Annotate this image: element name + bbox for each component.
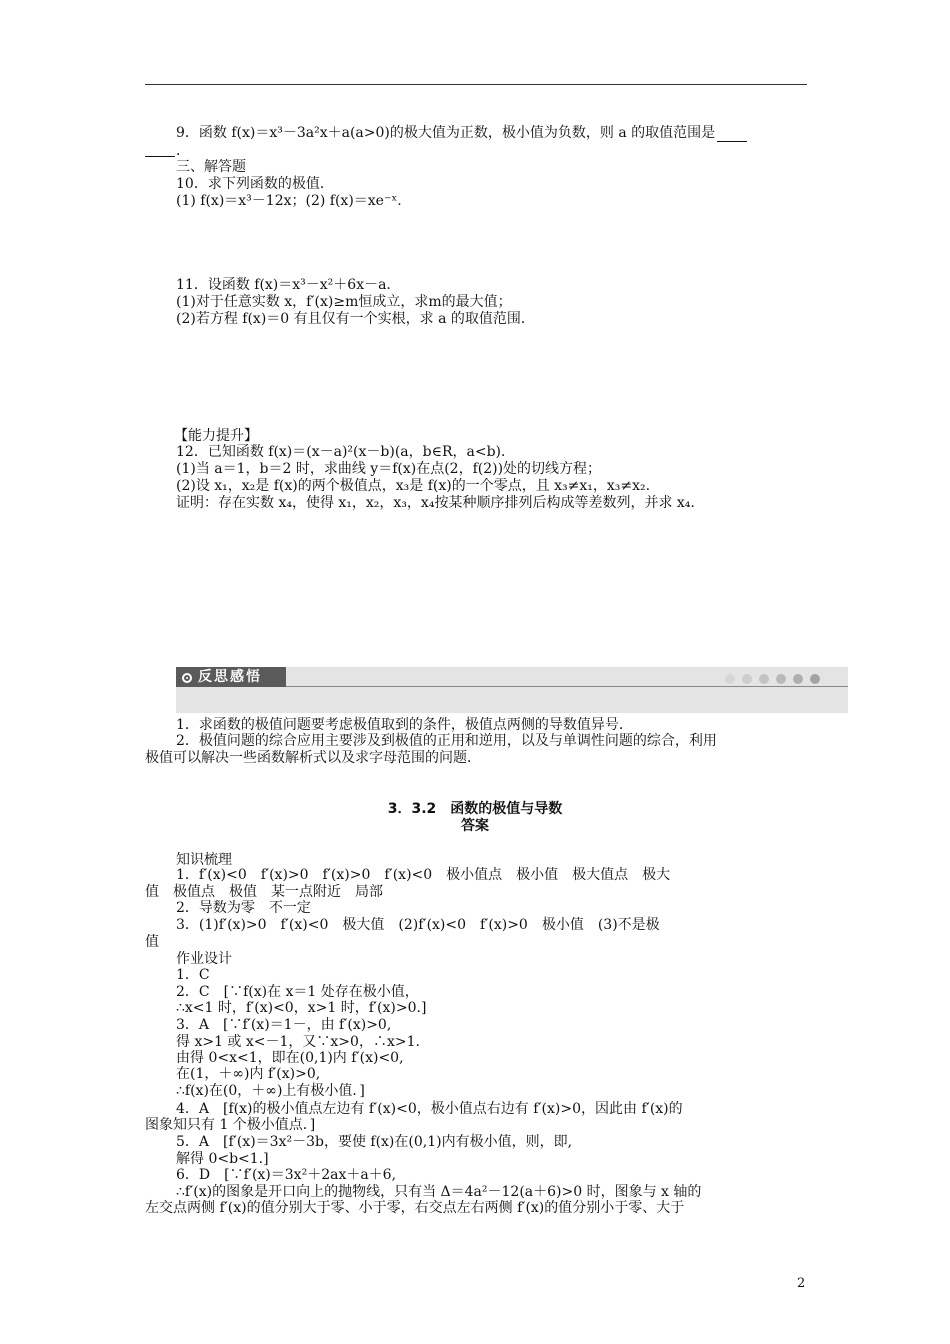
answer-3-line3: 由得 0<x<1，即在(0,1)内 f′(x)<0,	[176, 1050, 404, 1066]
answer-section-title: 3．3.2 函数的极值与导数	[387, 801, 563, 817]
knowledge-2: 2．导数为零 不一定	[176, 900, 311, 916]
answer-6-line3: 左交点两侧 f′(x)的值分别大于零、小于零，右交点左右两侧 f′(x)的值分别小于零、大于	[145, 1200, 685, 1216]
answer-3: 3．A [∵f′(x)＝1－，由 f′(x)>0,	[176, 1017, 392, 1033]
answer-6-line2: ∴f′(x)的图象是开口向上的抛物线，只有当 Δ＝4a²－12(a＋6)>0 时，图象与 x 轴的	[176, 1184, 702, 1200]
answer-5: 5．A [f′(x)＝3x²－3b，要使 f(x)在(0,1)内有极小值，则，即,	[176, 1134, 573, 1150]
decorative-dots	[725, 672, 827, 688]
question-12: 12．已知函数 f(x)＝(x－a)²(x－b)(a，b∈R，a<b)．	[176, 444, 516, 460]
reflection-point-2: 2．极值问题的综合应用主要涉及到极值的正用和逆用，以及与单调性问题的综合，利用	[176, 733, 717, 749]
knowledge-3-cont: 值	[145, 934, 159, 950]
answer-5-cont: 解得 0<b<1.]	[176, 1151, 269, 1167]
banner-dot	[776, 674, 786, 684]
answer-6: 6．D [∵f′(x)＝3x²＋2ax＋a＋6,	[176, 1167, 397, 1183]
page-number: 2	[797, 1276, 806, 1291]
answer-3-line4: 在(1，＋∞)内 f′(x)>0,	[176, 1066, 321, 1082]
question-11: 11．设函数 f(x)＝x³－x²＋6x－a.	[176, 277, 391, 293]
ability-title: 【能力提升】	[174, 428, 258, 444]
banner-dot	[793, 674, 803, 684]
reflection-label: 反思感悟	[176, 667, 286, 687]
question-12-part2: (2)设 x₁，x₂是 f(x)的两个极值点，x₃是 f(x)的一个零点，且 x₃≠x₁，x₃≠x₂.	[176, 478, 651, 494]
banner-dot	[742, 674, 752, 684]
knowledge-3: 3．(1)f′(x)>0 f′(x)<0 极大值 (2)f′(x)<0 f′(x)>0 极小值 (3)不是极	[176, 917, 660, 933]
knowledge-title: 知识梳理	[176, 852, 232, 868]
question-11-part1: (1)对于任意实数 x，f′(x)≥m恒成立，求m的最大值；	[176, 294, 512, 310]
header-rule	[145, 84, 807, 85]
question-9: 9．函数 f(x)＝x³－3a²x＋a(a>0)的极大值为正数，极小值为负数，则 a 的取值范围是	[176, 124, 747, 142]
answer-4-cont: 图象知只有 1 个极小值点．]	[145, 1117, 316, 1133]
question-10: 10．求下列函数的极值．	[176, 176, 334, 192]
question-12-part1: (1)当 a＝1，b＝2 时，求曲线 y＝f(x)在点(2，f(2))处的切线方程；	[176, 461, 602, 477]
answer-1: 1．C	[176, 967, 210, 983]
target-icon	[182, 673, 192, 683]
knowledge-1-cont: 值 极值点 极值 某一点附近 局部	[145, 884, 383, 900]
answer-heading: 答案	[461, 818, 489, 834]
banner-dot	[725, 674, 735, 684]
answer-4: 4．A [f(x)的极小值点左边有 f′(x)<0，极小值点右边有 f′(x)>0，因此由 f′(x)的	[176, 1101, 683, 1117]
answer-3-line5: ∴f(x)在(0，＋∞)上有极小值．]	[176, 1083, 365, 1099]
banner-dot	[810, 674, 820, 684]
work-title: 作业设计	[176, 951, 232, 967]
answer-2: 2．C [∵f(x)在 x＝1 处存在极小值，	[176, 984, 419, 1000]
question-12-proof: 证明：存在实数 x₄，使得 x₁，x₂，x₃，x₄按某种顺序排列后构成等差数列，并求 x₄.	[176, 495, 695, 511]
answer-blank	[717, 129, 747, 142]
question-11-part2: (2)若方程 f(x)＝0 有且仅有一个实根，求 a 的取值范围．	[176, 311, 535, 327]
banner-dot	[759, 674, 769, 684]
answer-2-cont: ∴x<1 时，f′(x)<0，x>1 时，f′(x)>0.]	[176, 1000, 427, 1016]
reflection-point-1: 1．求函数的极值问题要考虑极值取到的条件，极值点两侧的导数值异号．	[176, 717, 633, 733]
question-10-parts: (1) f(x)＝x³－12x；(2) f(x)＝xe⁻ˣ.	[176, 193, 402, 209]
answer-blank-continued	[145, 156, 175, 157]
reflection-point-2-cont: 极值可以解决一些函数解析式以及求字母范围的问题．	[145, 750, 481, 766]
section-title-solutions: 三、解答题	[176, 159, 246, 175]
knowledge-1: 1．f′(x)<0 f′(x)>0 f′(x)>0 f′(x)<0 极小值点 极小值 极大值点 极大	[176, 867, 671, 883]
question-9-end: ．	[176, 143, 190, 159]
answer-3-line2: 得 x>1 或 x<－1，又∵x>0，∴x>1.	[176, 1034, 420, 1050]
